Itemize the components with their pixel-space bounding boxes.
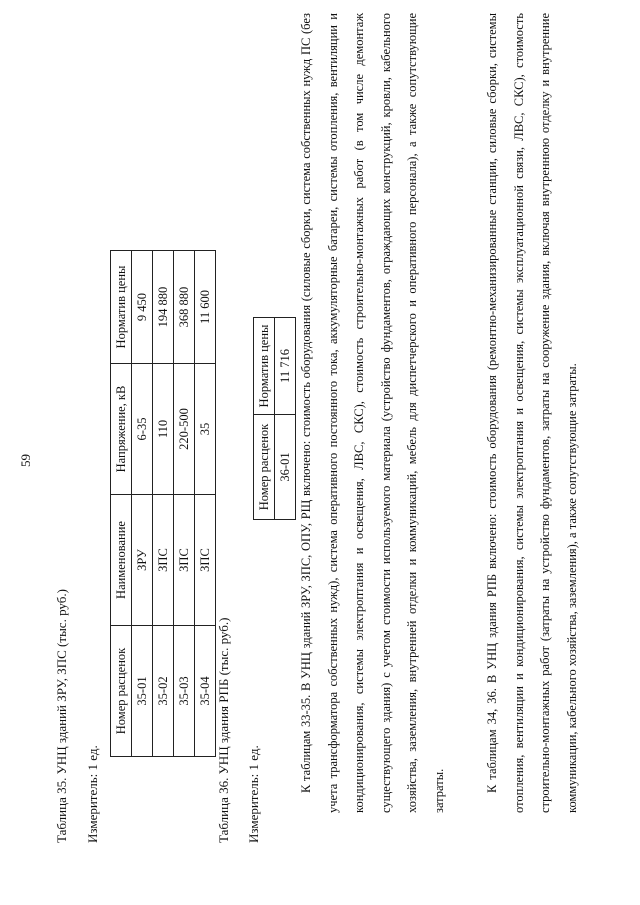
table-cell: 35 bbox=[195, 364, 216, 495]
table36-header-row bbox=[254, 318, 275, 520]
table-cell: 194 880 bbox=[153, 251, 174, 364]
table35 bbox=[110, 250, 216, 757]
table36 bbox=[253, 317, 296, 520]
table35-header-row bbox=[111, 251, 132, 757]
table-cell: 36-01 bbox=[275, 415, 296, 520]
table35-header-cell: Норматив цены bbox=[111, 251, 132, 364]
table-cell: ЗПС bbox=[174, 495, 195, 626]
table-cell: ЗРУ bbox=[132, 495, 153, 626]
table-row bbox=[174, 251, 195, 757]
table-cell: 6-35 bbox=[132, 364, 153, 495]
table-cell: 110 bbox=[153, 364, 174, 495]
table36-header-cell: Норматив цены bbox=[254, 318, 275, 415]
paragraph-tables-34-36: К таблицам 34, 36. В УНЦ здания РПБ включено: стоимость оборудования (ремонтно-механизированные станции, силовые сборки, системы отопления, вентиляции и кондиционирования, системы электроптания и освещения, системы эксплуатационной связи, ЛВС, СКС), стоимость строительно-монтажных работ (затраты на устройство фундаментов, затраты на сооружение здания, включая внутреннюю отделку и внутренние коммуникации, кабельного хозяйства, заземления), а также сопутствующие затраты. bbox=[485, 13, 579, 813]
table-row bbox=[195, 251, 216, 757]
table36-unit: Измеритель: 1 ед. bbox=[246, 745, 261, 843]
table36-header-cell: Номер расценок bbox=[254, 415, 275, 520]
table-cell: 368 880 bbox=[174, 251, 195, 364]
table-cell: 9 450 bbox=[132, 251, 153, 364]
table-cell: 35-04 bbox=[195, 626, 216, 757]
table35-unit: Измеритель: 1 ед. bbox=[85, 745, 100, 843]
table35-header-cell: Наименование bbox=[111, 495, 132, 626]
table-cell: 220-500 bbox=[174, 364, 195, 495]
page-number: 59 bbox=[18, 454, 33, 467]
paragraph-tables-33-35: К таблицам 33-35. В УНЦ зданий ЗРУ, ЗПС, ОПУ, РЩ включено: стоимость оборудования (силовые сборки, система собственных нужд ПС (без учета трансформатора собственных нужд), система оперативного постоянного тока, аккумуляторные батареи, системы отопления, вентиляции и кондиционирования, системы электроптания и освещения, ЛВС, СКС), стоимость строительно-монтажных работ (в том числе демонтаж существующего здания) с учетом стоимости используемого материала (устройство фундаментов, ограждающих конструкций, кровли, кабельного хозяйства, заземления, внутренней отделки и коммуникаций, мебель для диспетчерского и оперативного персонала), а также сопутствующие затраты. bbox=[299, 13, 446, 813]
table-cell: 35-03 bbox=[174, 626, 195, 757]
table-cell: 35-01 bbox=[132, 626, 153, 757]
table-cell: ЗПС bbox=[153, 495, 174, 626]
table35-header-cell: Напряжение, кВ bbox=[111, 364, 132, 495]
table-row bbox=[153, 251, 174, 757]
table-row bbox=[132, 251, 153, 757]
table35-header-cell: Номер расценок bbox=[111, 626, 132, 757]
table-cell: 11 600 bbox=[195, 251, 216, 364]
table-cell: 35-02 bbox=[153, 626, 174, 757]
table-cell: ЗПС bbox=[195, 495, 216, 626]
table36-caption: Таблица 36. УНЦ здания РПБ (тыс. руб.) bbox=[216, 617, 231, 843]
table-cell: 11 716 bbox=[275, 318, 296, 415]
table35-caption: Таблица 35. УНЦ зданий ЗРУ, ЗПС (тыс. руб.) bbox=[54, 589, 69, 843]
